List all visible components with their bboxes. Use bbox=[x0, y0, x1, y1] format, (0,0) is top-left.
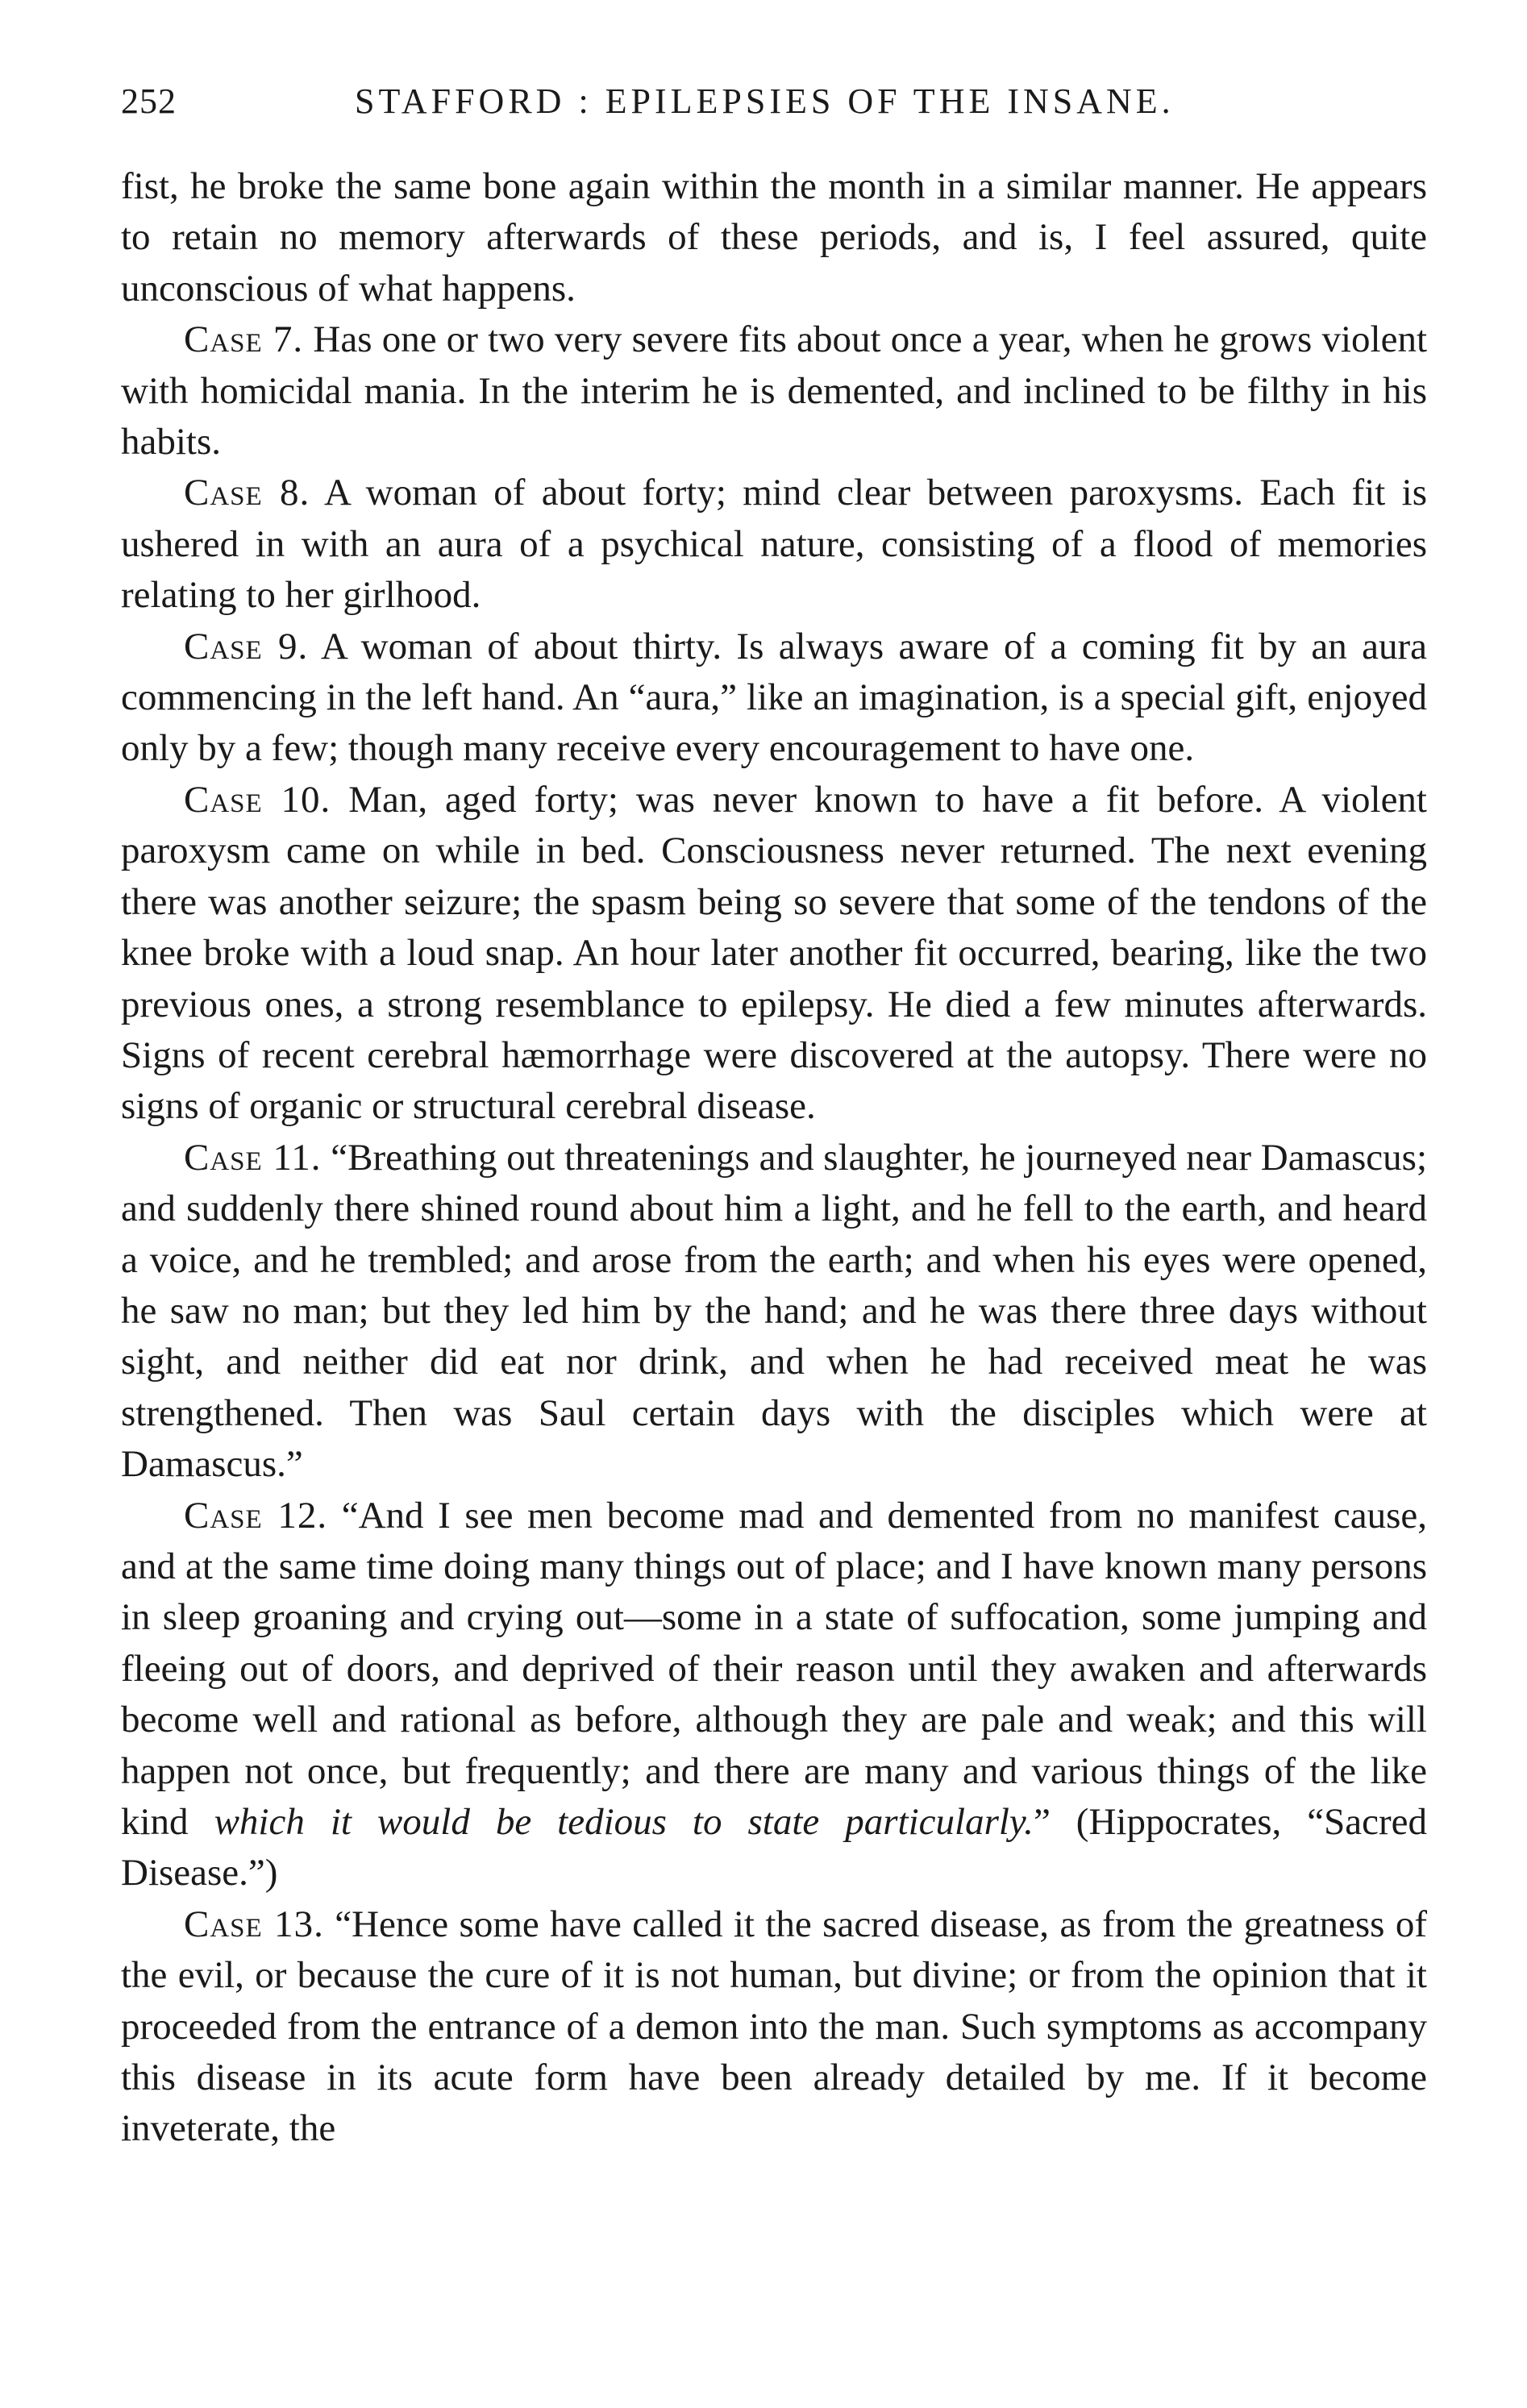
running-title: STAFFORD : EPILEPSIES OF THE INSANE. bbox=[355, 81, 1175, 121]
case-7-paragraph bbox=[121, 314, 1427, 468]
page-number: 252 bbox=[121, 81, 177, 121]
case-label: Case 9. bbox=[184, 625, 309, 668]
paragraph-text: A woman of about thirty. Is always aware of a coming fit by an aura commencing in the left hand. An “aura,” like an imagination, is a special gift, enjoyed only by a few; though many receive every encouragement to have one. bbox=[121, 625, 1427, 770]
case-label: Case 10. bbox=[184, 778, 331, 821]
body-text bbox=[121, 161, 1427, 2155]
paragraph-text: Man, aged forty; was never known to have a fit before. A violent paroxysm came on while in bed. Consciousness never returned. The next evening there was another seizure; the spasm being so severe that some of the tendons of the knee broke with a loud snap. An hour later another fit occurred, bearing, like the two previous ones, a strong resemblance to epilepsy. He died a few minutes afterwards. Signs of recent cerebral hæmorrhage were discovered at the autopsy. There were no signs of organic or structural cerebral disease. bbox=[121, 778, 1427, 1128]
case-label: Case 7. bbox=[184, 318, 304, 361]
case-11-paragraph bbox=[121, 1133, 1427, 1491]
case-13-paragraph bbox=[121, 1899, 1427, 2155]
paragraph-text: “And I see men become mad and demented from no manifest cause, and at the same time doing many things out of place; and I have known many persons in sleep groaning and crying out—some in a state of suffocation, some jumping and fleeing out of doors, and deprived of their reason until they awaken and afterwards become well and rational as before, although they are pale and weak; and this will happen not once, but frequently; and there are many and various things of the like kind bbox=[121, 1494, 1427, 1843]
case-12-paragraph bbox=[121, 1491, 1427, 1899]
paragraph-text: Has one or two very severe fits about once a year, when he grows violent with homicidal mania. In the interim he is demented, and inclined to be filthy in his habits. bbox=[121, 318, 1428, 464]
case-9-paragraph bbox=[121, 622, 1427, 775]
case-label: Case 8. bbox=[184, 472, 310, 514]
citation-text: ” (Hippocrates, “Sacred Disease.”) bbox=[121, 1801, 1427, 1894]
paragraph-text: A woman of about forty; mind clear between paroxysms. Each fit is ushered in with an aura of a psychical nature, consisting of a flood of memories relating to her girlhood. bbox=[121, 472, 1427, 617]
case-label: Case 12. bbox=[184, 1494, 328, 1537]
case-8-paragraph bbox=[121, 468, 1427, 621]
paragraph-continuation bbox=[121, 161, 1427, 314]
paragraph-text: fist, he broke the same bone again within the month in a similar manner. He appears to retain no memory afterwards of these periods, and is, I feel assured, quite unconscious of what happens. bbox=[121, 165, 1427, 310]
case-10-paragraph bbox=[121, 775, 1427, 1133]
paragraph-text: “Hence some have called it the sacred disease, as from the greatness of the evil, or because the cure of it is not human, but divine; or from the opinion that it proceeded from the entrance of a demon into the man. Such symptoms as accompany this disease in its acute form have been already detailed by me. If it become inveterate, the bbox=[121, 1903, 1427, 2150]
running-head bbox=[121, 77, 1427, 126]
paragraph-text: “Breathing out threatenings and slaughter, he journeyed near Damascus; and suddenly there shined round about him a light, and he fell to the earth, and heard a voice, and he trembled; and arose from the earth; and when his eyes were opened, he saw no man; but they led him by the hand; and he was there three days without sight, and neither did eat nor drink, and when he had received meat he was strengthened. Then was Saul certain days with the disciples which were at Damascus.” bbox=[121, 1136, 1427, 1486]
case-label: Case 13. bbox=[184, 1903, 324, 1945]
case-label: Case 11. bbox=[184, 1136, 322, 1179]
italic-quote: which it would be tedious to state particularly. bbox=[214, 1801, 1034, 1843]
